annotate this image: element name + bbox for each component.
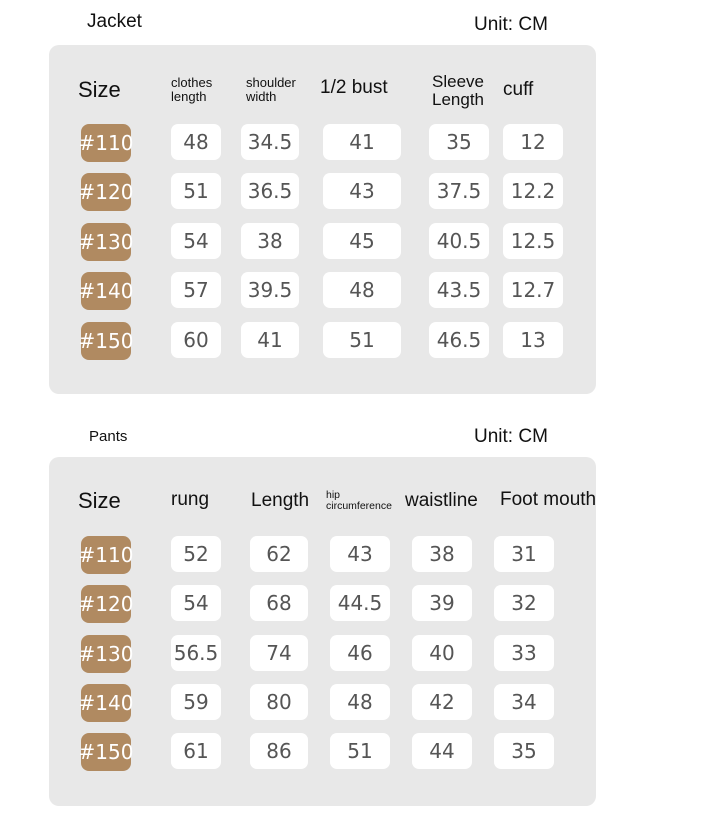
table-cell: 48 xyxy=(323,272,401,308)
table-cell: 52 xyxy=(171,536,221,572)
table-cell: 39.5 xyxy=(241,272,299,308)
size-badge: #140 xyxy=(81,684,131,722)
table-cell: 12 xyxy=(503,124,563,160)
table-cell: 38 xyxy=(412,536,472,572)
table-cell: 60 xyxy=(171,322,221,358)
pants-title: Pants xyxy=(89,428,128,445)
table-cell: 48 xyxy=(330,684,390,720)
table-cell: 41 xyxy=(241,322,299,358)
table-cell: 42 xyxy=(412,684,472,720)
size-badge: #150 xyxy=(81,322,131,360)
table-cell: 40 xyxy=(412,635,472,671)
size-badge: #130 xyxy=(81,223,131,261)
table-cell: 12.7 xyxy=(503,272,563,308)
table-cell: 56.5 xyxy=(171,635,221,671)
table-cell: 74 xyxy=(250,635,308,671)
table-cell: 43.5 xyxy=(429,272,489,308)
table-cell: 40.5 xyxy=(429,223,489,259)
table-cell: 59 xyxy=(171,684,221,720)
jacket-header-shoulder-width: shoulder width xyxy=(246,75,296,104)
table-cell: 43 xyxy=(330,536,390,572)
table-cell: 33 xyxy=(494,635,554,671)
table-cell: 57 xyxy=(171,272,221,308)
pants-header-size: Size xyxy=(78,488,121,513)
size-badge: #130 xyxy=(81,635,131,673)
size-badge: #120 xyxy=(81,585,131,623)
table-cell: 62 xyxy=(250,536,308,572)
table-cell: 35 xyxy=(494,733,554,769)
jacket-title: Jacket xyxy=(87,11,142,32)
table-cell: 13 xyxy=(503,322,563,358)
pants-header-hip-circumference: hip circumference xyxy=(326,489,392,513)
table-cell: 80 xyxy=(250,684,308,720)
table-cell: 44.5 xyxy=(330,585,390,621)
pants-header-foot-mouth: Foot mouth xyxy=(500,489,597,510)
table-cell: 38 xyxy=(241,223,299,259)
jacket-unit-label: Unit: CM xyxy=(474,14,548,35)
size-badge: #110 xyxy=(81,124,131,162)
table-cell: 35 xyxy=(429,124,489,160)
table-cell: 37.5 xyxy=(429,173,489,209)
jacket-header-bust: 1/2 bust xyxy=(320,77,388,98)
table-cell: 51 xyxy=(171,173,221,209)
size-badge: #110 xyxy=(81,536,131,574)
table-cell: 44 xyxy=(412,733,472,769)
size-badge: #150 xyxy=(81,733,131,771)
size-badge: #140 xyxy=(81,272,131,310)
pants-header-length: Length xyxy=(251,490,310,511)
table-cell: 41 xyxy=(323,124,401,160)
table-cell: 45 xyxy=(323,223,401,259)
table-cell: 34 xyxy=(494,684,554,720)
table-cell: 68 xyxy=(250,585,308,621)
jacket-header-cuff: cuff xyxy=(503,79,534,100)
table-cell: 48 xyxy=(171,124,221,160)
table-cell: 61 xyxy=(171,733,221,769)
pants-header-waistline: waistline xyxy=(405,490,478,511)
table-cell: 86 xyxy=(250,733,308,769)
table-cell: 54 xyxy=(171,585,221,621)
table-cell: 51 xyxy=(330,733,390,769)
table-cell: 39 xyxy=(412,585,472,621)
size-badge: #120 xyxy=(81,173,131,211)
pants-unit-label: Unit: CM xyxy=(474,426,548,447)
table-cell: 46.5 xyxy=(429,322,489,358)
pants-header-rung: rung xyxy=(171,489,210,510)
jacket-header-clothes-length: clothes length xyxy=(171,75,213,104)
table-cell: 31 xyxy=(494,536,554,572)
table-cell: 54 xyxy=(171,223,221,259)
table-cell: 36.5 xyxy=(241,173,299,209)
table-cell: 46 xyxy=(330,635,390,671)
jacket-header-sleeve-length: Sleeve Length xyxy=(432,72,484,109)
table-cell: 32 xyxy=(494,585,554,621)
table-cell: 43 xyxy=(323,173,401,209)
table-cell: 34.5 xyxy=(241,124,299,160)
table-cell: 51 xyxy=(323,322,401,358)
table-cell: 12.2 xyxy=(503,173,563,209)
table-cell: 12.5 xyxy=(503,223,563,259)
jacket-header-size: Size xyxy=(78,77,121,102)
